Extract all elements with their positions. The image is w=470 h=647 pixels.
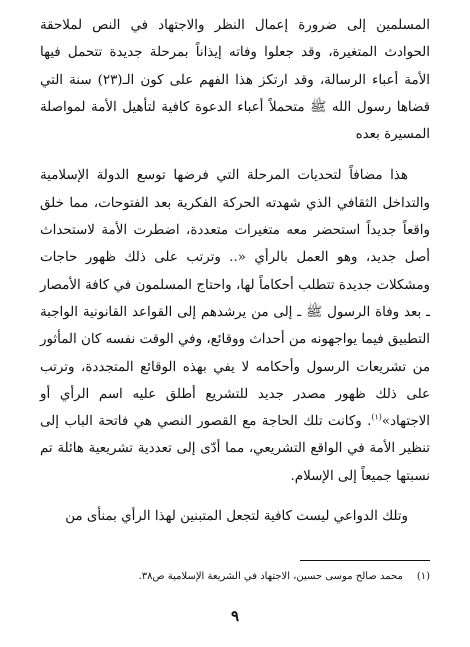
paragraph-2-text-start: هذا مضافاً لتحديات المرحلة التي فرضها توسع الدولة الإسلامية والتداخل الثقافي الذي شهدته الحركة الفكرية بعد الفتوحات، مما خلق واقعاً جديداً استحضر معه متغيرات متعددة، اضطرت الأمة لاستحداث أصل جديد، وهو العمل بالرأي «.. وترتب على ذلك ظهور حاجات ومشكلات جديدة تتطلب أحكاماً لها، واحتاج المسلمون في كافة الأمصار ـ بعد وفاة الرسول ﷺ ـ إلى من يرشدهم إلى القواعد القانونية الواجبة التطبيق فيما يواجهونه من أحداث ووقائع، وفي الوقت نفسه كان المأثور من تشريعات الرسول وأحكامه لا يفي بهذه الوقائع المتجددة، وترتب على ذلك ظهور مصدر جديد للتشريع أطلق عليه اسم الرأي أو الاجتهاد» (40, 168, 430, 430)
footnote-number: (١) (416, 571, 430, 582)
paragraph-3 (40, 503, 430, 530)
footnote-reference[interactable]: (١) (371, 412, 382, 422)
paragraph-1 (40, 12, 430, 148)
page-number: ٩ (230, 607, 240, 625)
paragraph-2 (40, 162, 430, 490)
footnote (40, 569, 430, 585)
paragraph-2-text-end: . وكانت تلك الحاجة مع القصور النصي هي فاتحة الباب إلى تنظير الأمة في الواقع التشريعي، مما أدّى إلى تعددية تشريعية هائلة تم نسبتها جميعاً إلى الإسلام. (40, 414, 430, 484)
paragraph-3-text: وتلك الدواعي ليست كافية لتجعل المتبنين لهذا الرأي بمنأى من (65, 509, 408, 525)
footnote-text: محمد صالح موسى حسين، الاجتهاد في الشريعة الإسلامية ص٣٨. (138, 571, 403, 582)
body-text (40, 12, 430, 530)
footnote-divider (300, 560, 430, 561)
paragraph-1-text: المسلمين إلى ضرورة إعمال النظر والاجتهاد في النص لملاحقة الحوادث المتغيرة، وقد جعلوا وفاته إيذاناً بمرحلة جديدة تتحمل فيها الأمة أعباء الرسالة، وقد ارتكز هذا الفهم على كون الـ(٢٣) سنة التي قضاها رسول الله ﷺ متحملاً أعباء الدعوة كافية لتأهيل الأمة لمواصلة المسيرة بعده (40, 18, 430, 143)
